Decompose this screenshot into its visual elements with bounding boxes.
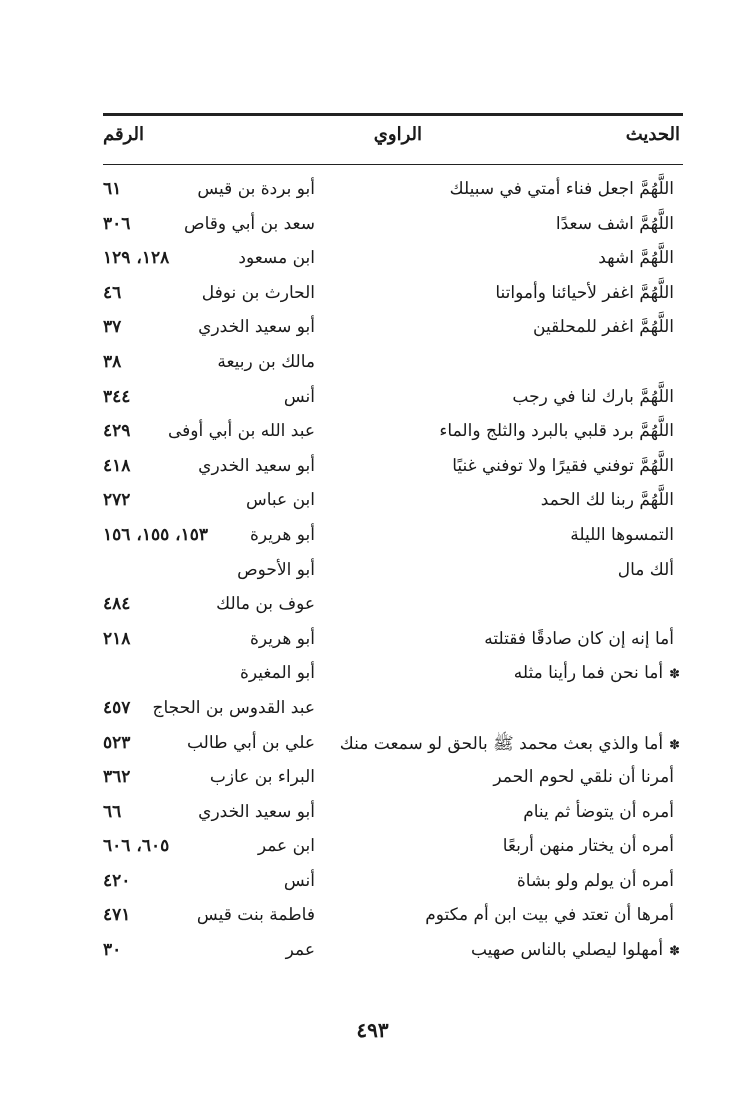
hadith-label: اللَّهُمَّ اشهد [598,248,674,269]
hadith-text [514,663,680,683]
narrator-name: عبد القدوس بن الحجاج [152,697,315,718]
hadith-text [598,248,680,268]
table-row [0,763,745,798]
hadith-text [471,940,680,960]
hadith-text [512,387,680,407]
table-row [0,486,745,521]
hadith-text [495,283,680,303]
narrator-name: أنس [283,870,315,891]
hadith-label: اللَّهُمَّ اغفر لأحيائنا وأمواتنا [495,282,674,303]
hadith-text [556,214,680,234]
hadith-number: ٣٠٦ [103,213,131,234]
table-row [0,798,745,833]
hadith-label: أمره أن يولم ولو بشاة [516,870,674,891]
narrator-name: عمر [285,940,315,961]
hadith-number: ٢٧٢ [103,490,131,511]
hadith-number: ٦٠٥، ٦٠٦ [103,836,170,857]
narrator-name: سعد بن أبي وقاص [184,213,315,234]
hadith-number: ٢١٨ [103,628,131,649]
hadith-number: ٤٢٩ [103,421,131,442]
header-hadith: الحديث [625,124,680,145]
narrator-name: أبو هريرة [249,524,315,545]
table-row [0,832,745,867]
table-row [0,729,745,764]
narrator-name: فاطمة بنت قيس [196,905,315,926]
hadith-label: اللَّهُمَّ ربنا لك الحمد [540,490,674,511]
hadith-text [541,490,680,510]
asterisk-icon: ✽ [669,667,680,683]
hadith-number: ٤٥٧ [103,697,131,718]
hadith-text [517,871,680,891]
hadith-text [674,352,680,372]
table-row [0,452,745,487]
hadith-number: ٥٢٣ [103,732,131,753]
hadith-label: اللَّهُمَّ اغفر للمحلقين [533,317,674,338]
table-row [0,175,745,210]
hadith-number: ٣٧ [103,317,122,338]
narrator-name: أبو سعيد الخدري [198,317,315,338]
hadith-text [450,179,680,199]
hadith-label: اللَّهُمَّ بارك لنا في رجب [512,386,674,407]
table-row [0,313,745,348]
narrator-name: أبو سعيد الخدري [198,801,315,822]
table-row [0,244,745,279]
hadith-number: ٦٦ [103,801,122,822]
table-row [0,556,745,591]
hadith-label: اللَّهُمَّ برد قلبي بالبرد والثلج والماء [439,421,674,442]
hadith-number: ٤٧١ [103,905,131,926]
hadith-text [503,836,680,856]
hadith-text [570,525,680,545]
table-row [0,936,745,971]
narrator-name: أبو بردة بن قيس [197,179,315,199]
narrator-name: أبو المغيرة [240,663,315,684]
hadith-label: أما والذي بعث محمد ﷺ بالحق لو سمعت منك [339,733,664,754]
narrator-name: أبو الأحوص [237,559,315,580]
narrator-name: أبو هريرة [249,628,315,649]
narrator-name: عوف بن مالك [216,594,315,615]
narrator-name: عبد الله بن أبي أوفى [168,421,315,442]
hadith-label: أمرها أن تعتد في بيت ابن أم مكتوم [425,905,674,926]
narrator-name: مالك بن ربيعة [217,351,315,372]
hadith-text [493,767,680,787]
table-row [0,521,745,556]
narrator-name: ابن عمر [257,836,315,857]
hadith-label: أمره أن يختار منهن أربعًا [502,836,674,857]
narrator-name: علي بن أبي طالب [186,732,315,753]
asterisk-icon: ✽ [669,737,680,753]
hadith-label: ألك مال [617,559,674,580]
table-row [0,867,745,902]
table-row [0,659,745,694]
hadith-number: ٣٦٢ [103,767,131,788]
hadith-label: اللَّهُمَّ توفني فقيرًا ولا توفني غنيًا [452,455,674,476]
header-rule [103,164,683,165]
hadith-label: أمرنا أن نلقي لحوم الحمر [493,767,674,788]
hadith-number: ٤٨٤ [103,594,131,615]
hadith-label: أما نحن فما رأينا مثله [513,663,664,684]
hadith-text [452,456,680,476]
table-row [0,210,745,245]
hadith-number: ١٥٣، ١٥٥، ١٥٦ [103,524,209,545]
hadith-text [674,698,680,718]
hadith-text [523,802,680,822]
index-table [0,175,745,971]
hadith-number: ٣٤٤ [103,386,131,407]
table-row [0,625,745,660]
hadith-label: أمهلوا ليصلي بالناس صهيب [470,940,664,961]
hadith-number: ١٢٨، ١٢٩ [103,248,170,269]
hadith-number: ٦١ [103,179,122,199]
table-row [0,590,745,625]
hadith-text [674,594,680,614]
table-row [0,279,745,314]
hadith-number: ٤٢٠ [103,870,131,891]
hadith-label: اللَّهُمَّ اشف سعدًا [555,213,674,234]
table-row [0,383,745,418]
hadith-text [618,560,680,580]
hadith-text [425,905,680,925]
hadith-text [533,317,680,337]
table-row [0,901,745,936]
narrator-name: ابن عباس [245,490,315,511]
asterisk-icon: ✽ [669,944,680,960]
narrator-name: أبو سعيد الخدري [198,455,315,476]
narrator-name: أنس [283,386,315,407]
hadith-label: اللَّهُمَّ اجعل فناء أمتي في سبيلك [449,179,674,199]
header-number: الرقم [103,124,145,145]
hadith-label: أما إنه إن كان صادقًا فقتلته [484,628,674,649]
hadith-text [340,733,680,758]
top-rule [103,113,683,116]
narrator-name: الحارث بن نوفل [201,282,315,303]
hadith-label: التمسوها الليلة [570,524,674,545]
table-row [0,694,745,729]
hadith-number: ٤٦ [103,282,122,303]
narrator-name: البراء بن عازب [209,767,315,788]
hadith-label: أمره أن يتوضأ ثم ينام [523,801,674,822]
header-rawi: الراوي [373,124,422,145]
hadith-number: ٣٨ [103,351,122,372]
page-number: ٤٩٣ [356,1018,389,1042]
hadith-text [484,629,680,649]
table-row [0,417,745,452]
hadith-number: ٣٠ [103,940,122,961]
hadith-number: ٤١٨ [103,455,131,476]
hadith-text [439,421,680,441]
table-row [0,348,745,383]
narrator-name: ابن مسعود [238,248,315,269]
table-header [0,124,745,158]
